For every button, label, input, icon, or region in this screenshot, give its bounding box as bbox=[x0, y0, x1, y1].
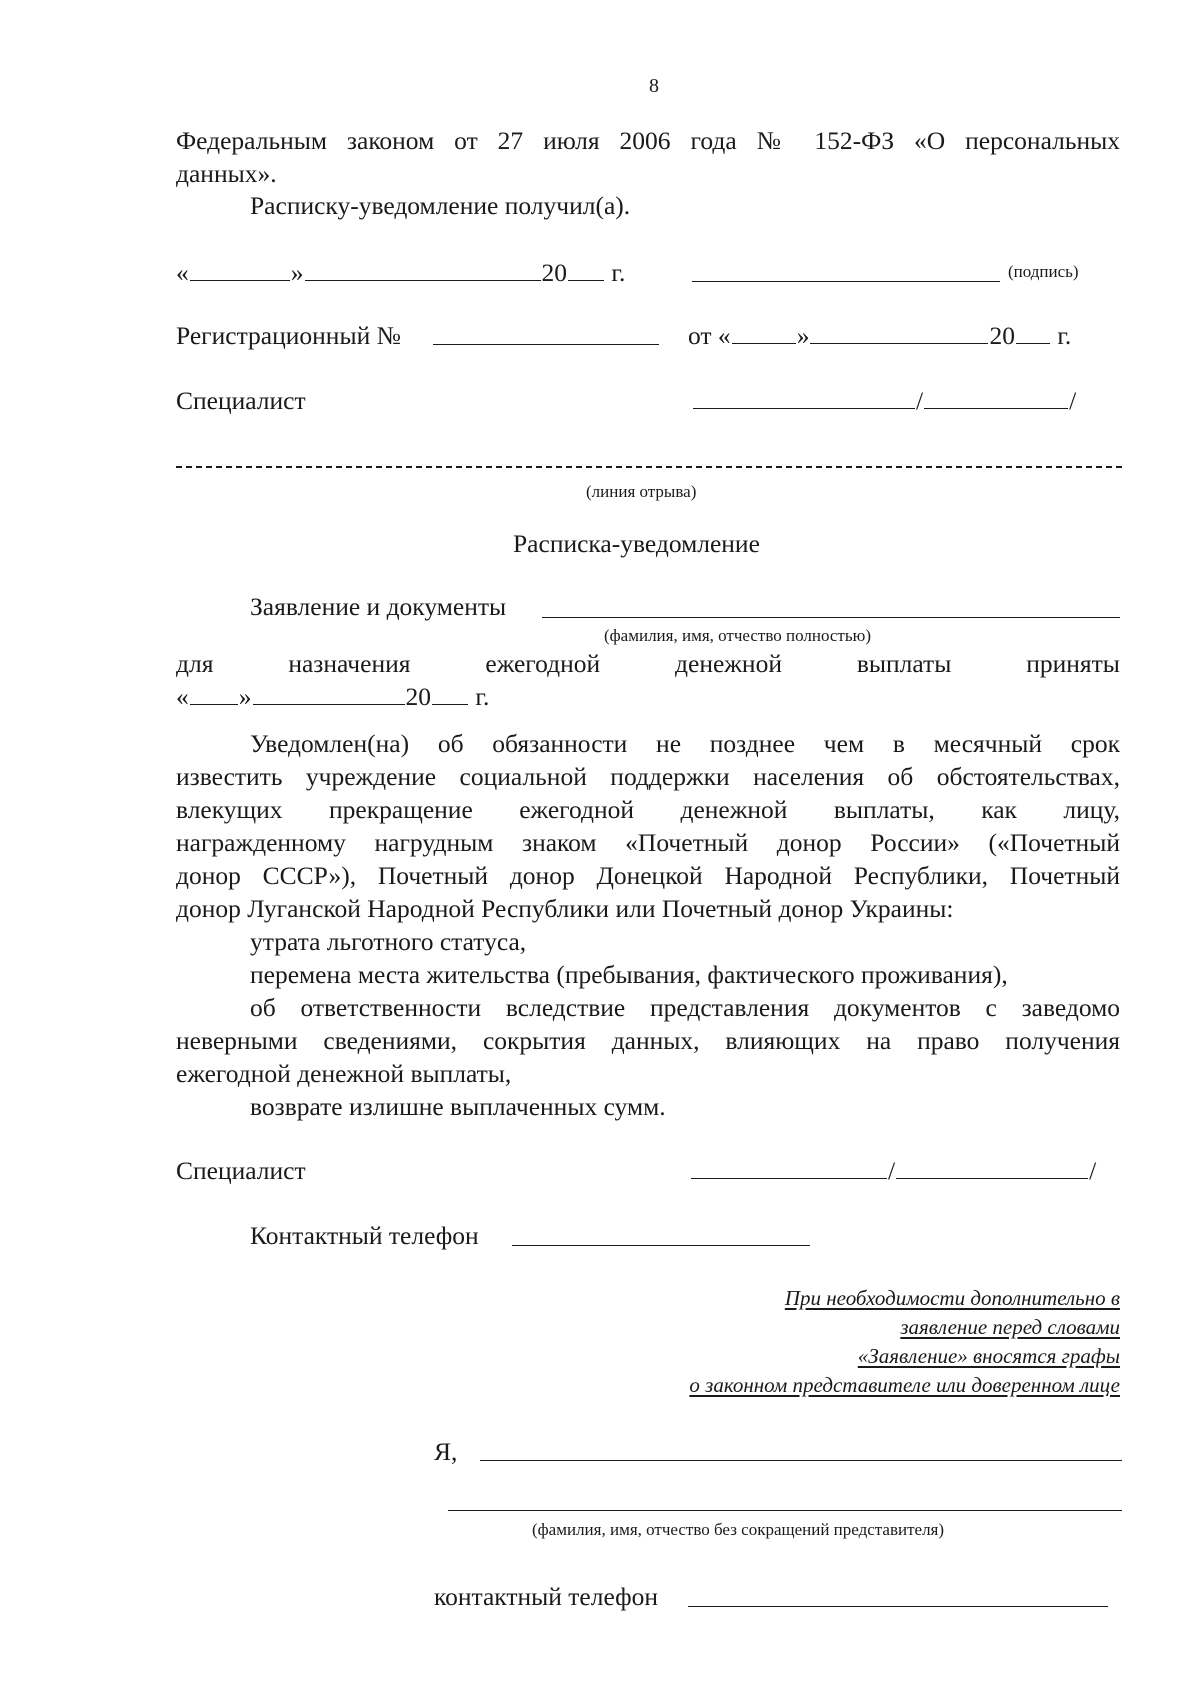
accepted-day-field[interactable] bbox=[190, 703, 238, 705]
accepted-year-field[interactable] bbox=[432, 703, 468, 705]
registration-date-row: от « » 20 г. bbox=[688, 321, 1072, 350]
note-line-1: При необходимости дополнительно в bbox=[784, 1286, 1120, 1310]
specialist-signature-field[interactable] bbox=[693, 407, 915, 409]
notice-line-4: награжденному нагрудным знаком «Почетный донор России» («Почетный bbox=[176, 828, 1120, 857]
representative-phone-label: контактный телефон bbox=[434, 1582, 658, 1611]
contact-phone-label: Контактный телефон bbox=[250, 1221, 479, 1250]
representative-caption: (фамилия, имя, отчество без сокращений представителя) bbox=[532, 1520, 945, 1539]
notice-line-6: донор Луганской Народной Республики или Почетный донор Украины: bbox=[176, 894, 954, 923]
responsibility-line-2: неверными сведениями, сокрытия данных, влияющих на право получения bbox=[176, 1026, 1120, 1055]
notice-line-3: влекущих прекращение ежегодной денежной выплаты, как лицу, bbox=[176, 795, 1120, 824]
note-block bbox=[689, 1288, 1120, 1396]
intro-line-1: Федеральным законом от 27 июля 2006 года № 152-ФЗ «О персональных bbox=[176, 126, 1120, 155]
responsibility-line-1: об ответственности вследствие представления документов с заведомо bbox=[250, 993, 1120, 1022]
note-line-4: о законном представителе или доверенном лице bbox=[689, 1373, 1120, 1397]
representative-name-field-2[interactable] bbox=[448, 1510, 1122, 1511]
registration-year-field[interactable] bbox=[1016, 342, 1050, 344]
registration-label: Регистрационный № bbox=[176, 321, 401, 350]
tear-line-caption: (линия отрыва) bbox=[586, 482, 697, 501]
notice-item-status: утрата льготного статуса, bbox=[250, 927, 527, 956]
registration-month-field[interactable] bbox=[810, 342, 988, 344]
note-line-2: заявление перед словами bbox=[900, 1315, 1120, 1339]
accepted-date-row: « » 20 г. bbox=[176, 682, 490, 711]
registration-number-field[interactable] bbox=[433, 344, 659, 345]
year-field[interactable] bbox=[568, 279, 604, 281]
accepted-month-field[interactable] bbox=[253, 703, 405, 705]
specialist-signature-row: / / bbox=[692, 388, 1076, 414]
registration-day-field[interactable] bbox=[732, 342, 796, 344]
notice-line-5: донор СССР»), Почетный донор Донецкой Народной Республики, Почетный bbox=[176, 861, 1120, 890]
specialist-name-field[interactable] bbox=[924, 407, 1068, 409]
contact-phone-field[interactable] bbox=[512, 1245, 810, 1246]
applicant-name-field[interactable] bbox=[542, 617, 1120, 618]
representative-name-field[interactable] bbox=[480, 1460, 1122, 1461]
notice-line-1: Уведомлен(на) об обязанности не позднее чем в месячный срок bbox=[250, 729, 1120, 758]
month-field[interactable] bbox=[305, 279, 541, 281]
specialist-signature-field-2[interactable] bbox=[691, 1177, 887, 1179]
representative-phone-field[interactable] bbox=[688, 1606, 1108, 1607]
responsibility-line-3: ежегодной денежной выплаты, bbox=[176, 1059, 512, 1088]
specialist-name-field-2[interactable] bbox=[896, 1177, 1088, 1179]
signature-caption: (подпись) bbox=[1008, 262, 1079, 281]
page-number: 8 bbox=[649, 75, 659, 97]
receipt-title: Расписка-уведомление bbox=[513, 529, 760, 558]
specialist-label-2: Специалист bbox=[176, 1156, 306, 1185]
notice-line-2: известить учреждение социальной поддержки населения об обстоятельствах, bbox=[176, 762, 1120, 791]
intro-line-2: данных». bbox=[176, 159, 277, 188]
fio-caption: (фамилия, имя, отчество полностью) bbox=[604, 626, 871, 645]
receipt-received-text: Расписку-уведомление получил(а). bbox=[250, 191, 631, 220]
docs-label: Заявление и документы bbox=[250, 592, 507, 621]
refund-line: возврате излишне выплаченных сумм. bbox=[250, 1092, 666, 1121]
signature-field[interactable] bbox=[692, 281, 1000, 282]
date-signature-row: « » 20 г. bbox=[176, 258, 626, 287]
specialist-signature-row-2: / / bbox=[690, 1158, 1096, 1184]
representative-i-label: Я, bbox=[434, 1437, 458, 1466]
notice-item-residence: перемена места жительства (пребывания, фактического проживания), bbox=[250, 960, 1008, 989]
tear-line bbox=[176, 466, 1122, 468]
specialist-label: Специалист bbox=[176, 386, 306, 415]
day-field[interactable] bbox=[190, 279, 290, 281]
note-line-3: «Заявление» вносятся графы bbox=[857, 1344, 1120, 1368]
purpose-line: для назначения ежегодной денежной выплаты приняты bbox=[176, 649, 1120, 678]
